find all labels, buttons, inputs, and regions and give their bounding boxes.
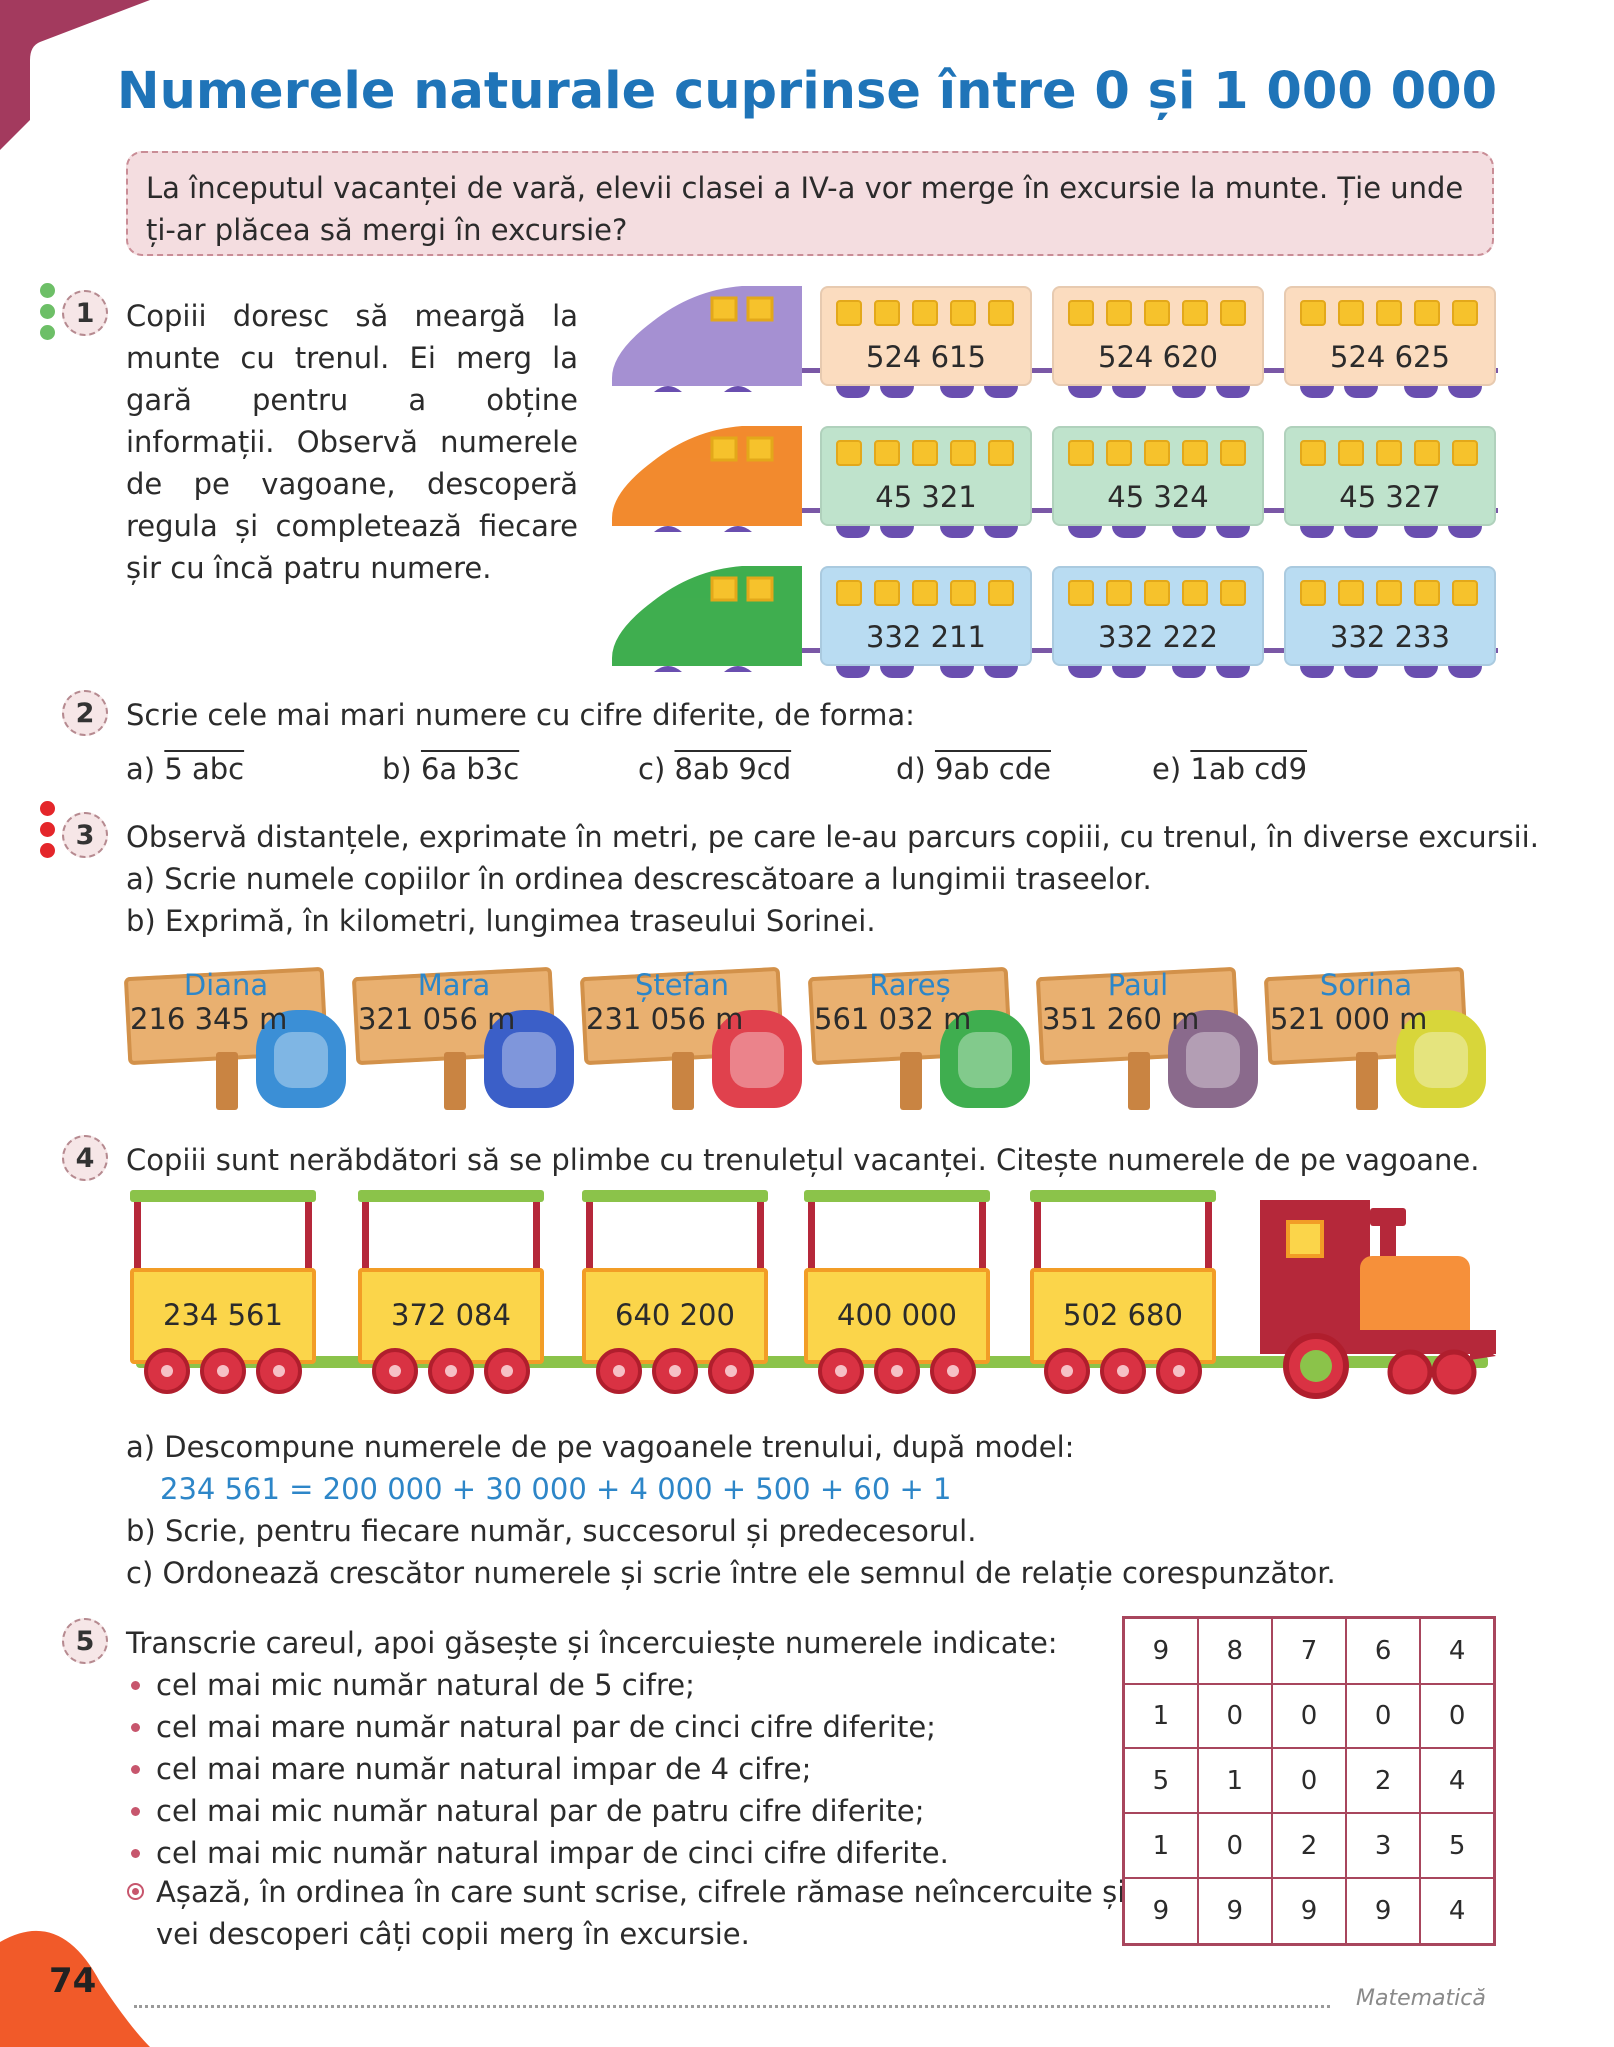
wheel — [1068, 526, 1102, 538]
wagon-window — [912, 440, 938, 466]
car-roof — [130, 1190, 316, 1202]
car-number: 640 200 — [615, 1298, 735, 1332]
wagon-wheels — [1052, 526, 1264, 538]
sign-post — [216, 1052, 238, 1110]
wagon-window — [1300, 440, 1326, 466]
wagon-number: 332 211 — [866, 620, 986, 654]
train-row — [612, 422, 1498, 552]
wagon-window — [1452, 580, 1478, 606]
wheel — [984, 666, 1018, 678]
wagon-window — [1220, 580, 1246, 606]
wagon-wheels — [820, 526, 1032, 538]
wheel — [1068, 666, 1102, 678]
grid-cell: 0 — [1346, 1684, 1420, 1749]
wheel — [1448, 386, 1482, 398]
grid-cell: 9 — [1346, 1878, 1420, 1944]
car-pole — [808, 1202, 815, 1274]
wagon-window — [1338, 580, 1364, 606]
wheel — [1344, 526, 1378, 538]
wagon-window — [836, 440, 862, 466]
wheel — [1448, 526, 1482, 538]
distance-value: 216 345 m — [130, 1002, 288, 1036]
child-name: Ștefan — [635, 968, 729, 1002]
wheel — [1404, 666, 1438, 678]
option-form: 5 abc — [164, 752, 245, 786]
wagon-window — [1300, 580, 1326, 606]
wheel — [836, 386, 870, 398]
wagon-window — [1106, 580, 1132, 606]
wheel — [1404, 526, 1438, 538]
wagon-number: 524 615 — [866, 340, 986, 374]
option-form: 9ab cde — [934, 752, 1051, 786]
wagon-window — [1106, 440, 1132, 466]
footer-subject: Matematică — [1356, 1986, 1486, 2011]
exercise-3-b: b) Exprimă, în kilometri, lungimea traseului Sorinei. — [126, 904, 876, 938]
option-form: 8ab 9cd — [674, 752, 792, 786]
wagon-wheels — [820, 666, 1032, 678]
wheel — [1300, 386, 1334, 398]
wheel — [940, 386, 974, 398]
wheel — [1404, 386, 1438, 398]
grid-cell: 0 — [1198, 1813, 1272, 1878]
distance-sign — [810, 960, 1036, 1110]
car-wheel — [874, 1348, 920, 1394]
wheel — [984, 386, 1018, 398]
wagon-window — [1106, 300, 1132, 326]
grid-cell: 6 — [1346, 1618, 1420, 1684]
wagon-window — [912, 580, 938, 606]
exercise-2-option — [126, 752, 244, 786]
sign-post — [444, 1052, 466, 1110]
wagon-window — [950, 440, 976, 466]
wagon-window — [1414, 580, 1440, 606]
wagon-window — [1414, 300, 1440, 326]
car-pole — [757, 1202, 764, 1274]
page-title: Numerele naturale cuprinse între 0 și 1 000 000 — [116, 62, 1498, 121]
wagon-window — [1376, 580, 1402, 606]
sign-post — [1128, 1052, 1150, 1110]
wheel — [1112, 666, 1146, 678]
wheel — [984, 526, 1018, 538]
exercise-4-b: b) Scrie, pentru fiecare număr, succesorul și predecesorul. — [126, 1514, 977, 1548]
car-wheel — [256, 1348, 302, 1394]
child-name: Diana — [183, 968, 269, 1002]
car-number: 234 561 — [163, 1298, 283, 1332]
grid-cell: 1 — [1198, 1748, 1272, 1813]
distance-value: 561 032 m — [814, 1002, 972, 1036]
exercise-3-a: a) Scrie numele copiilor în ordinea descrescătoare a lungimii traseelor. — [126, 862, 1152, 896]
exercise-number-4: 4 — [62, 1135, 108, 1181]
car-wheel — [1044, 1348, 1090, 1394]
grid-cell: 2 — [1346, 1748, 1420, 1813]
wagon-number: 332 233 — [1330, 620, 1450, 654]
wheel — [1172, 526, 1206, 538]
locomotive-icon — [612, 562, 802, 674]
wagon-wheels — [1052, 666, 1264, 678]
bullet-dot-icon — [131, 1807, 140, 1816]
car-wheel — [930, 1348, 976, 1394]
wheel — [1216, 386, 1250, 398]
bullet-dot-icon — [131, 1849, 140, 1858]
exercise-number-5: 5 — [62, 1618, 108, 1664]
wagon-window — [988, 440, 1014, 466]
grid-row — [1124, 1813, 1495, 1878]
car-wheel — [1156, 1348, 1202, 1394]
wheel — [880, 666, 914, 678]
car-pole — [586, 1202, 593, 1274]
wagon-window — [1144, 580, 1170, 606]
car-wheel — [144, 1348, 190, 1394]
train-wagon — [1284, 426, 1496, 526]
train-wagon — [820, 286, 1032, 386]
grid-cell: 1 — [1124, 1813, 1198, 1878]
wagon-number: 524 620 — [1098, 340, 1218, 374]
child-name: Mara — [417, 968, 491, 1002]
wagon-window — [1068, 440, 1094, 466]
car-roof — [358, 1190, 544, 1202]
exercise-4-model: 234 561 = 200 000 + 30 000 + 4 000 + 500 + 60 + 1 — [160, 1472, 952, 1506]
bullet-text: cel mai mic număr natural impar de cinci cifre diferite. — [156, 1836, 949, 1870]
distance-sign — [1038, 960, 1264, 1110]
difficulty-dot — [40, 801, 55, 816]
exercise-4-text: Copiii sunt nerăbdători să se plimbe cu trenulețul vacanței. Citește numerele de pe vagoane. — [126, 1143, 1480, 1177]
wagon-window — [1376, 300, 1402, 326]
wagon-window — [1182, 440, 1208, 466]
wagon-window — [1376, 440, 1402, 466]
wagon-window — [1068, 580, 1094, 606]
grid-cell: 0 — [1420, 1684, 1494, 1749]
option-letter: b) — [382, 752, 421, 786]
exercise-number-2: 2 — [62, 690, 108, 736]
distance-value: 321 056 m — [358, 1002, 516, 1036]
distance-value: 521 000 m — [1270, 1002, 1428, 1036]
wagon-wheels — [1284, 666, 1496, 678]
wagon-window — [1068, 300, 1094, 326]
grid-row — [1124, 1684, 1495, 1749]
wagon-window — [912, 300, 938, 326]
car-pole — [362, 1202, 369, 1274]
distance-value: 231 056 m — [586, 1002, 744, 1036]
wheel — [880, 526, 914, 538]
wheel — [940, 666, 974, 678]
wheel — [836, 666, 870, 678]
car-roof — [582, 1190, 768, 1202]
car-wheel — [596, 1348, 642, 1394]
exercise-5-text: Transcrie careul, apoi găsește și încercuiește numerele indicate: — [126, 1626, 1058, 1660]
wagon-number: 332 222 — [1098, 620, 1218, 654]
wagon-window — [988, 300, 1014, 326]
grid-row — [1124, 1878, 1495, 1944]
wagon-window — [1300, 300, 1326, 326]
wagon-window — [1144, 440, 1170, 466]
car-wheel — [200, 1348, 246, 1394]
wheel — [1300, 526, 1334, 538]
exercise-2-option — [382, 752, 519, 786]
exercise-2-text: Scrie cele mai mari numere cu cifre diferite, de forma: — [126, 698, 915, 732]
wheel — [836, 526, 870, 538]
wheel — [1216, 666, 1250, 678]
grid-cell: 5 — [1420, 1813, 1494, 1878]
exercise-4-a: a) Descompune numerele de pe vagoanele trenului, după model: — [126, 1430, 1075, 1464]
grid-cell: 4 — [1420, 1618, 1494, 1684]
wagon-number: 45 327 — [1339, 480, 1441, 514]
sign-post — [900, 1052, 922, 1110]
bullet-dot-icon — [131, 1765, 140, 1774]
car-pole — [134, 1202, 141, 1274]
sign-post — [672, 1052, 694, 1110]
car-pole — [533, 1202, 540, 1274]
child-name: Rareș — [869, 968, 951, 1002]
wagon-number: 45 324 — [1107, 480, 1209, 514]
target-bullet-icon — [127, 1883, 144, 1900]
car-wheel — [484, 1348, 530, 1394]
train-wagon — [820, 426, 1032, 526]
wagon-number: 45 321 — [875, 480, 977, 514]
wagon-window — [1452, 440, 1478, 466]
grid-cell: 1 — [1124, 1684, 1198, 1749]
locomotive-icon — [612, 282, 802, 394]
number-grid — [1122, 1616, 1496, 1946]
train-wagon — [1052, 426, 1264, 526]
train-wagon — [1052, 286, 1264, 386]
intro-box: La începutul vacanței de vară, elevii clasei a IV-a vor merge în excursie la munte. Ție unde ți-ar plăcea să mergi în excursie? — [126, 151, 1494, 256]
wagon-window — [836, 580, 862, 606]
wagon-window — [1144, 300, 1170, 326]
difficulty-dot — [40, 325, 55, 340]
wheel — [1068, 386, 1102, 398]
grid-cell: 8 — [1198, 1618, 1272, 1684]
distance-sign — [126, 960, 352, 1110]
exercise-4-c: c) Ordonează crescător numerele și scrie între ele semnul de relație corespunzător. — [126, 1556, 1336, 1590]
exercise-5-final-1: Așază, în ordinea în care sunt scrise, cifrele rămase neîncercuite și — [156, 1875, 1126, 1909]
car-pole — [305, 1202, 312, 1274]
bullet-dot-icon — [131, 1681, 140, 1690]
train-wagon — [820, 566, 1032, 666]
grid-cell: 9 — [1198, 1878, 1272, 1944]
wagon-window — [836, 300, 862, 326]
train-row — [612, 562, 1498, 692]
wagon-wheels — [1052, 386, 1264, 398]
wagon-window — [988, 580, 1014, 606]
child-name: Paul — [1107, 968, 1169, 1002]
distance-value: 351 260 m — [1042, 1002, 1200, 1036]
car-number: 372 084 — [391, 1298, 511, 1332]
grid-cell: 2 — [1272, 1813, 1346, 1878]
wheel — [1216, 526, 1250, 538]
car-pole — [979, 1202, 986, 1274]
car-wheel — [818, 1348, 864, 1394]
wagon-window — [1182, 300, 1208, 326]
grid-cell: 5 — [1124, 1748, 1198, 1813]
exercise-number-1: 1 — [62, 290, 108, 336]
bullet-text: cel mai mare număr natural par de cinci cifre diferite; — [156, 1710, 936, 1744]
wagon-window — [1338, 300, 1364, 326]
bullet-dot-icon — [131, 1723, 140, 1732]
difficulty-dot — [40, 843, 55, 858]
wagon-wheels — [1284, 526, 1496, 538]
locomotive-icon — [612, 422, 802, 534]
grid-cell: 0 — [1272, 1748, 1346, 1813]
option-form: 6a b3c — [420, 752, 520, 786]
wagon-window — [1220, 300, 1246, 326]
bullet-text: cel mai mic număr natural de 5 cifre; — [156, 1668, 695, 1702]
difficulty-dot — [40, 822, 55, 837]
grid-cell: 9 — [1272, 1878, 1346, 1944]
footer-divider — [134, 2005, 1330, 2008]
exercise-5-final-2: vei descoperi câți copii merg în excursie. — [156, 1917, 750, 1951]
distance-sign — [582, 960, 808, 1110]
train-row — [612, 282, 1498, 412]
option-form: 1ab cd9 — [1190, 752, 1308, 786]
grid-cell: 7 — [1272, 1618, 1346, 1684]
option-letter: c) — [638, 752, 675, 786]
sign-post — [1356, 1052, 1378, 1110]
exercise-number-3: 3 — [62, 812, 108, 858]
grid-cell: 0 — [1272, 1684, 1346, 1749]
wheel — [940, 526, 974, 538]
wagon-window — [874, 440, 900, 466]
exercise-2-option — [896, 752, 1051, 786]
exercise-2-option — [1152, 752, 1307, 786]
wagon-number: 524 625 — [1330, 340, 1450, 374]
exercise-1-text: Copiii doresc să meargă la munte cu trenul. Ei merg la gară pentru a obține informații. Observă numerele de pe vagoane, descoperă regula și completează fiecare șir cu încă patru numere. — [126, 299, 578, 585]
car-roof — [1030, 1190, 1216, 1202]
wagon-wheels — [820, 386, 1032, 398]
car-wheel — [1100, 1348, 1146, 1394]
wagon-window — [874, 580, 900, 606]
wagon-window — [1220, 440, 1246, 466]
wheel — [1112, 526, 1146, 538]
car-wheel — [428, 1348, 474, 1394]
wheel — [1448, 666, 1482, 678]
car-wheel — [372, 1348, 418, 1394]
train-wagon — [1284, 286, 1496, 386]
grid-cell: 3 — [1346, 1813, 1420, 1878]
train-wagon — [1284, 566, 1496, 666]
exercise-3-text: Observă distanțele, exprimate în metri, pe care le-au parcurs copiii, cu trenul, în diverse excursii. — [126, 820, 1539, 854]
grid-cell: 9 — [1124, 1618, 1198, 1684]
wagon-wheels — [1284, 386, 1496, 398]
car-pole — [1034, 1202, 1041, 1274]
wagon-window — [1338, 440, 1364, 466]
car-wheel — [708, 1348, 754, 1394]
wheel — [880, 386, 914, 398]
locomotive — [1260, 1200, 1496, 1400]
bullet-text: cel mai mic număr natural par de patru cifre diferite; — [156, 1794, 925, 1828]
wheel — [1344, 386, 1378, 398]
grid-row — [1124, 1748, 1495, 1813]
wheel — [1172, 386, 1206, 398]
car-number: 400 000 — [837, 1298, 957, 1332]
wagon-window — [1414, 440, 1440, 466]
wheel — [1112, 386, 1146, 398]
distance-sign — [1266, 960, 1492, 1110]
train-wagon — [1052, 566, 1264, 666]
grid-cell: 4 — [1420, 1878, 1494, 1944]
exercise-2-option — [638, 752, 791, 786]
wagon-window — [950, 580, 976, 606]
wheel — [1172, 666, 1206, 678]
grid-cell: 0 — [1198, 1684, 1272, 1749]
difficulty-dot — [40, 304, 55, 319]
wagon-window — [1452, 300, 1478, 326]
car-wheel — [652, 1348, 698, 1394]
grid-cell: 4 — [1420, 1748, 1494, 1813]
wagon-window — [1182, 580, 1208, 606]
grid-cell: 9 — [1124, 1878, 1198, 1944]
option-letter: d) — [896, 752, 935, 786]
bullet-text: cel mai mare număr natural impar de 4 cifre; — [156, 1752, 812, 1786]
option-letter: e) — [1152, 752, 1191, 786]
car-roof — [804, 1190, 990, 1202]
car-number: 502 680 — [1063, 1298, 1183, 1332]
car-pole — [1205, 1202, 1212, 1274]
wheel — [1300, 666, 1334, 678]
wagon-window — [874, 300, 900, 326]
distance-sign — [354, 960, 580, 1110]
difficulty-dot — [40, 283, 55, 298]
wagon-window — [950, 300, 976, 326]
option-letter: a) — [126, 752, 165, 786]
page-number: 74 — [49, 1961, 97, 2001]
wheel — [1344, 666, 1378, 678]
child-name: Sorina — [1319, 968, 1413, 1002]
grid-row — [1124, 1618, 1495, 1684]
